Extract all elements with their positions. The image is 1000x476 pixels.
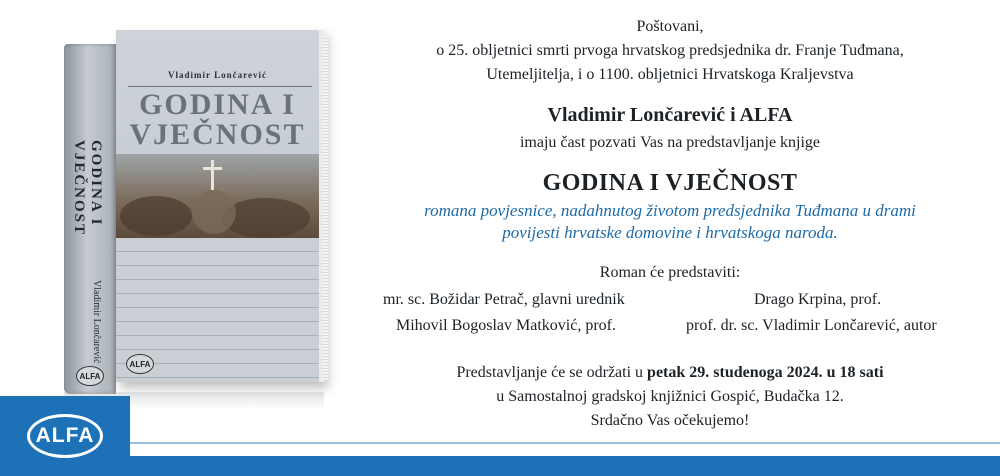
event-prefix: Predstavljanje će se održati u <box>456 364 648 381</box>
presenters-heading: Roman će predstaviti: <box>599 264 741 281</box>
footer-bar <box>130 456 1000 476</box>
cover-divider <box>128 86 312 87</box>
presenter-3: Mihovil Bogoslav Matković, prof. <box>396 317 616 334</box>
venue: u Samostalnoj gradskoj knjižnici Gospić, Budačka 12. <box>496 388 844 405</box>
cover-publisher-logo: ALFA <box>126 354 154 374</box>
presenter-2: Drago Krpina, prof. <box>754 291 882 308</box>
alfa-logo-icon: ALFA <box>27 414 103 458</box>
spine-publisher-logo: ALFA <box>76 366 104 386</box>
book-front-cover <box>116 30 324 382</box>
occasion-line-2: Utemeljitelja, i o 1100. obljetnici Hrvatskoga Kraljevstva <box>486 66 854 83</box>
book-pages-edge <box>322 36 328 380</box>
presenter-4: prof. dr. sc. Vladimir Lončarević, autor <box>686 317 937 334</box>
publisher-logo <box>0 396 130 476</box>
book-title: GODINA I VJEČNOST <box>542 170 798 196</box>
presenter-1: mr. sc. Božidar Petrač, glavni urednik <box>383 291 625 308</box>
cover-painting <box>116 154 319 238</box>
subtitle-line-2: povijesti hrvatske domovine i hrvatskoga naroda. <box>502 223 838 242</box>
subtitle-line-1: romana povjesnice, nadahnutog životom predsjednika Tuđmana u drami <box>424 201 916 220</box>
cover-title <box>116 90 319 150</box>
book-spine <box>64 44 116 394</box>
closing: Srdačno Vas očekujemo! <box>590 412 750 429</box>
salutation: Poštovani, <box>636 18 704 35</box>
occasion-line-1: o 25. obljetnici smrti prvoga hrvatskog predsjednika dr. Franje Tuđmana, <box>436 42 904 59</box>
book-cover-image <box>64 30 324 390</box>
event-line <box>350 364 990 382</box>
spine-title: GODINA I VJEČNOST <box>71 140 104 237</box>
footer-divider <box>130 442 1000 444</box>
painting-figures <box>116 154 319 238</box>
cover-title-line2: VJEČNOST <box>129 118 306 151</box>
cover-author: Vladimir Lončarević <box>168 70 267 80</box>
hosts: Vladimir Lončarević i ALFA <box>547 104 793 126</box>
invite-line: imaju čast pozvati Vas na predstavljanje knjige <box>519 134 821 151</box>
event-datetime: petak 29. studenoga 2024. u 18 sati <box>647 364 884 381</box>
spine-author: Vladimir Lončarević <box>91 280 102 364</box>
cover-title-line1: GODINA I <box>139 88 296 121</box>
